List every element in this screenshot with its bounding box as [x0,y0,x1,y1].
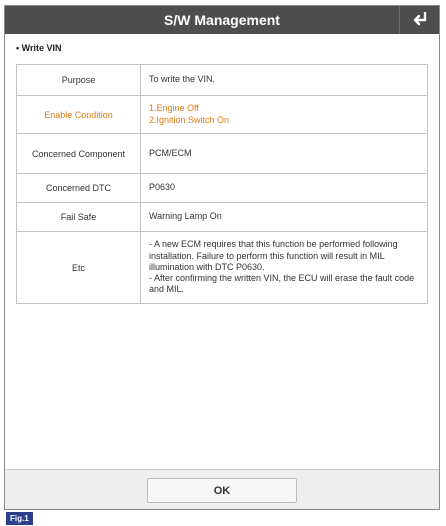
window-title: S/W Management [164,12,280,28]
value-line: PCM/ECM [149,147,192,158]
value-line: - A new ECM requires that this function be performed following installation. Failure to perform this function will result in MIL illumination with DTC P0630. [149,239,398,272]
table-row [17,174,428,203]
value-line: 1.Engine Off [149,103,199,114]
value-line: Warning Lamp On [149,211,222,222]
row-label: Concerned Component [17,134,141,174]
row-label: Enable Condition [17,96,141,134]
info-table [16,64,428,304]
value-line: - After confirming the written VIN, the ECU will erase the fault code and MIL. [149,273,415,295]
title-bar [5,6,439,34]
value-line: To write the VIN. [149,74,216,85]
row-label: Etc [17,232,141,304]
ok-button[interactable]: OK [147,478,297,503]
table-row [17,96,428,134]
table-row [17,232,428,304]
value-line: 2.Ignition Switch On [149,114,230,125]
row-label: Concerned DTC [17,174,141,203]
row-label: Purpose [17,65,141,96]
row-value [141,65,428,96]
figure-label: Fig.1 [6,512,33,525]
back-button[interactable] [399,6,439,34]
table-row [17,134,428,174]
row-value [141,134,428,174]
row-value [141,174,428,203]
footer-bar [5,469,439,509]
row-label: Fail Safe [17,203,141,232]
table-row [17,203,428,232]
return-arrow-icon [411,12,429,28]
row-value [141,96,428,134]
sw-management-window [4,5,440,510]
table-row [17,65,428,96]
section-title: • Write VIN [16,43,62,53]
row-value [141,232,428,304]
row-value [141,203,428,232]
value-line: P0630 [149,182,176,193]
